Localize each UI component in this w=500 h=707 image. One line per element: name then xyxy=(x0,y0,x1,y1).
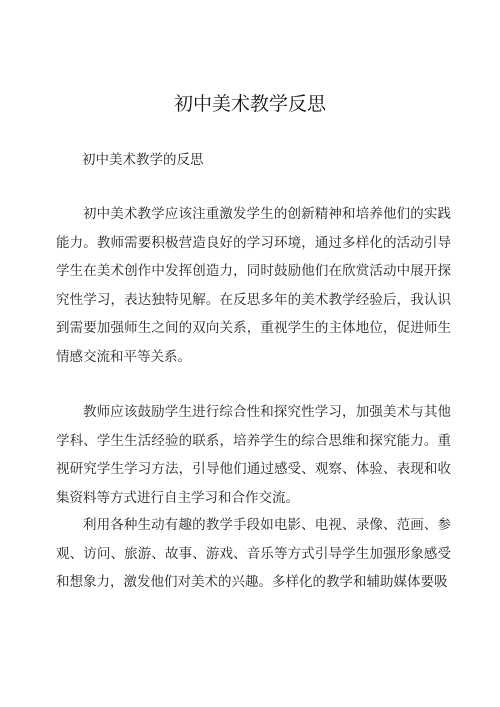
document-subtitle: 初中美术教学的反思 xyxy=(82,152,204,168)
paragraph-1: 初中美术教学应该注重激发学生的创新精神和培养他们的实践能力。教师需要积极营造良好的学习环境，通过多样化的活动引导学生在美术创作中发挥创造力，同时鼓励他们在欣赏活动中展开探究性学习，表达独特见解。在反思多年的美术教学经验后，我认识到需要加强师生之间的双向关系，重视学生的主体地位，促进师生情感交流和平等关系。 xyxy=(56,206,451,365)
document-title: 初中美术教学反思 xyxy=(173,93,326,115)
paragraph-2: 教师应该鼓励学生进行综合性和探究性学习，加强美术与其他学科、学生生活经验的联系，培养学生的综合思维和探究能力。重视研究学生学习方法，引导他们通过感受、观察、体验、表现和收集资料等方式进行自主学习和合作交流。 xyxy=(56,404,451,506)
paragraph-3: 利用各种生动有趣的教学手段如电影、电视、录像、范画、参观、访问、旅游、故事、游戏、音乐等方式引导学生加强形象感受和想象力，激发他们对美术的兴趣。多样化的教学和辅助媒体要吸 xyxy=(56,517,451,590)
